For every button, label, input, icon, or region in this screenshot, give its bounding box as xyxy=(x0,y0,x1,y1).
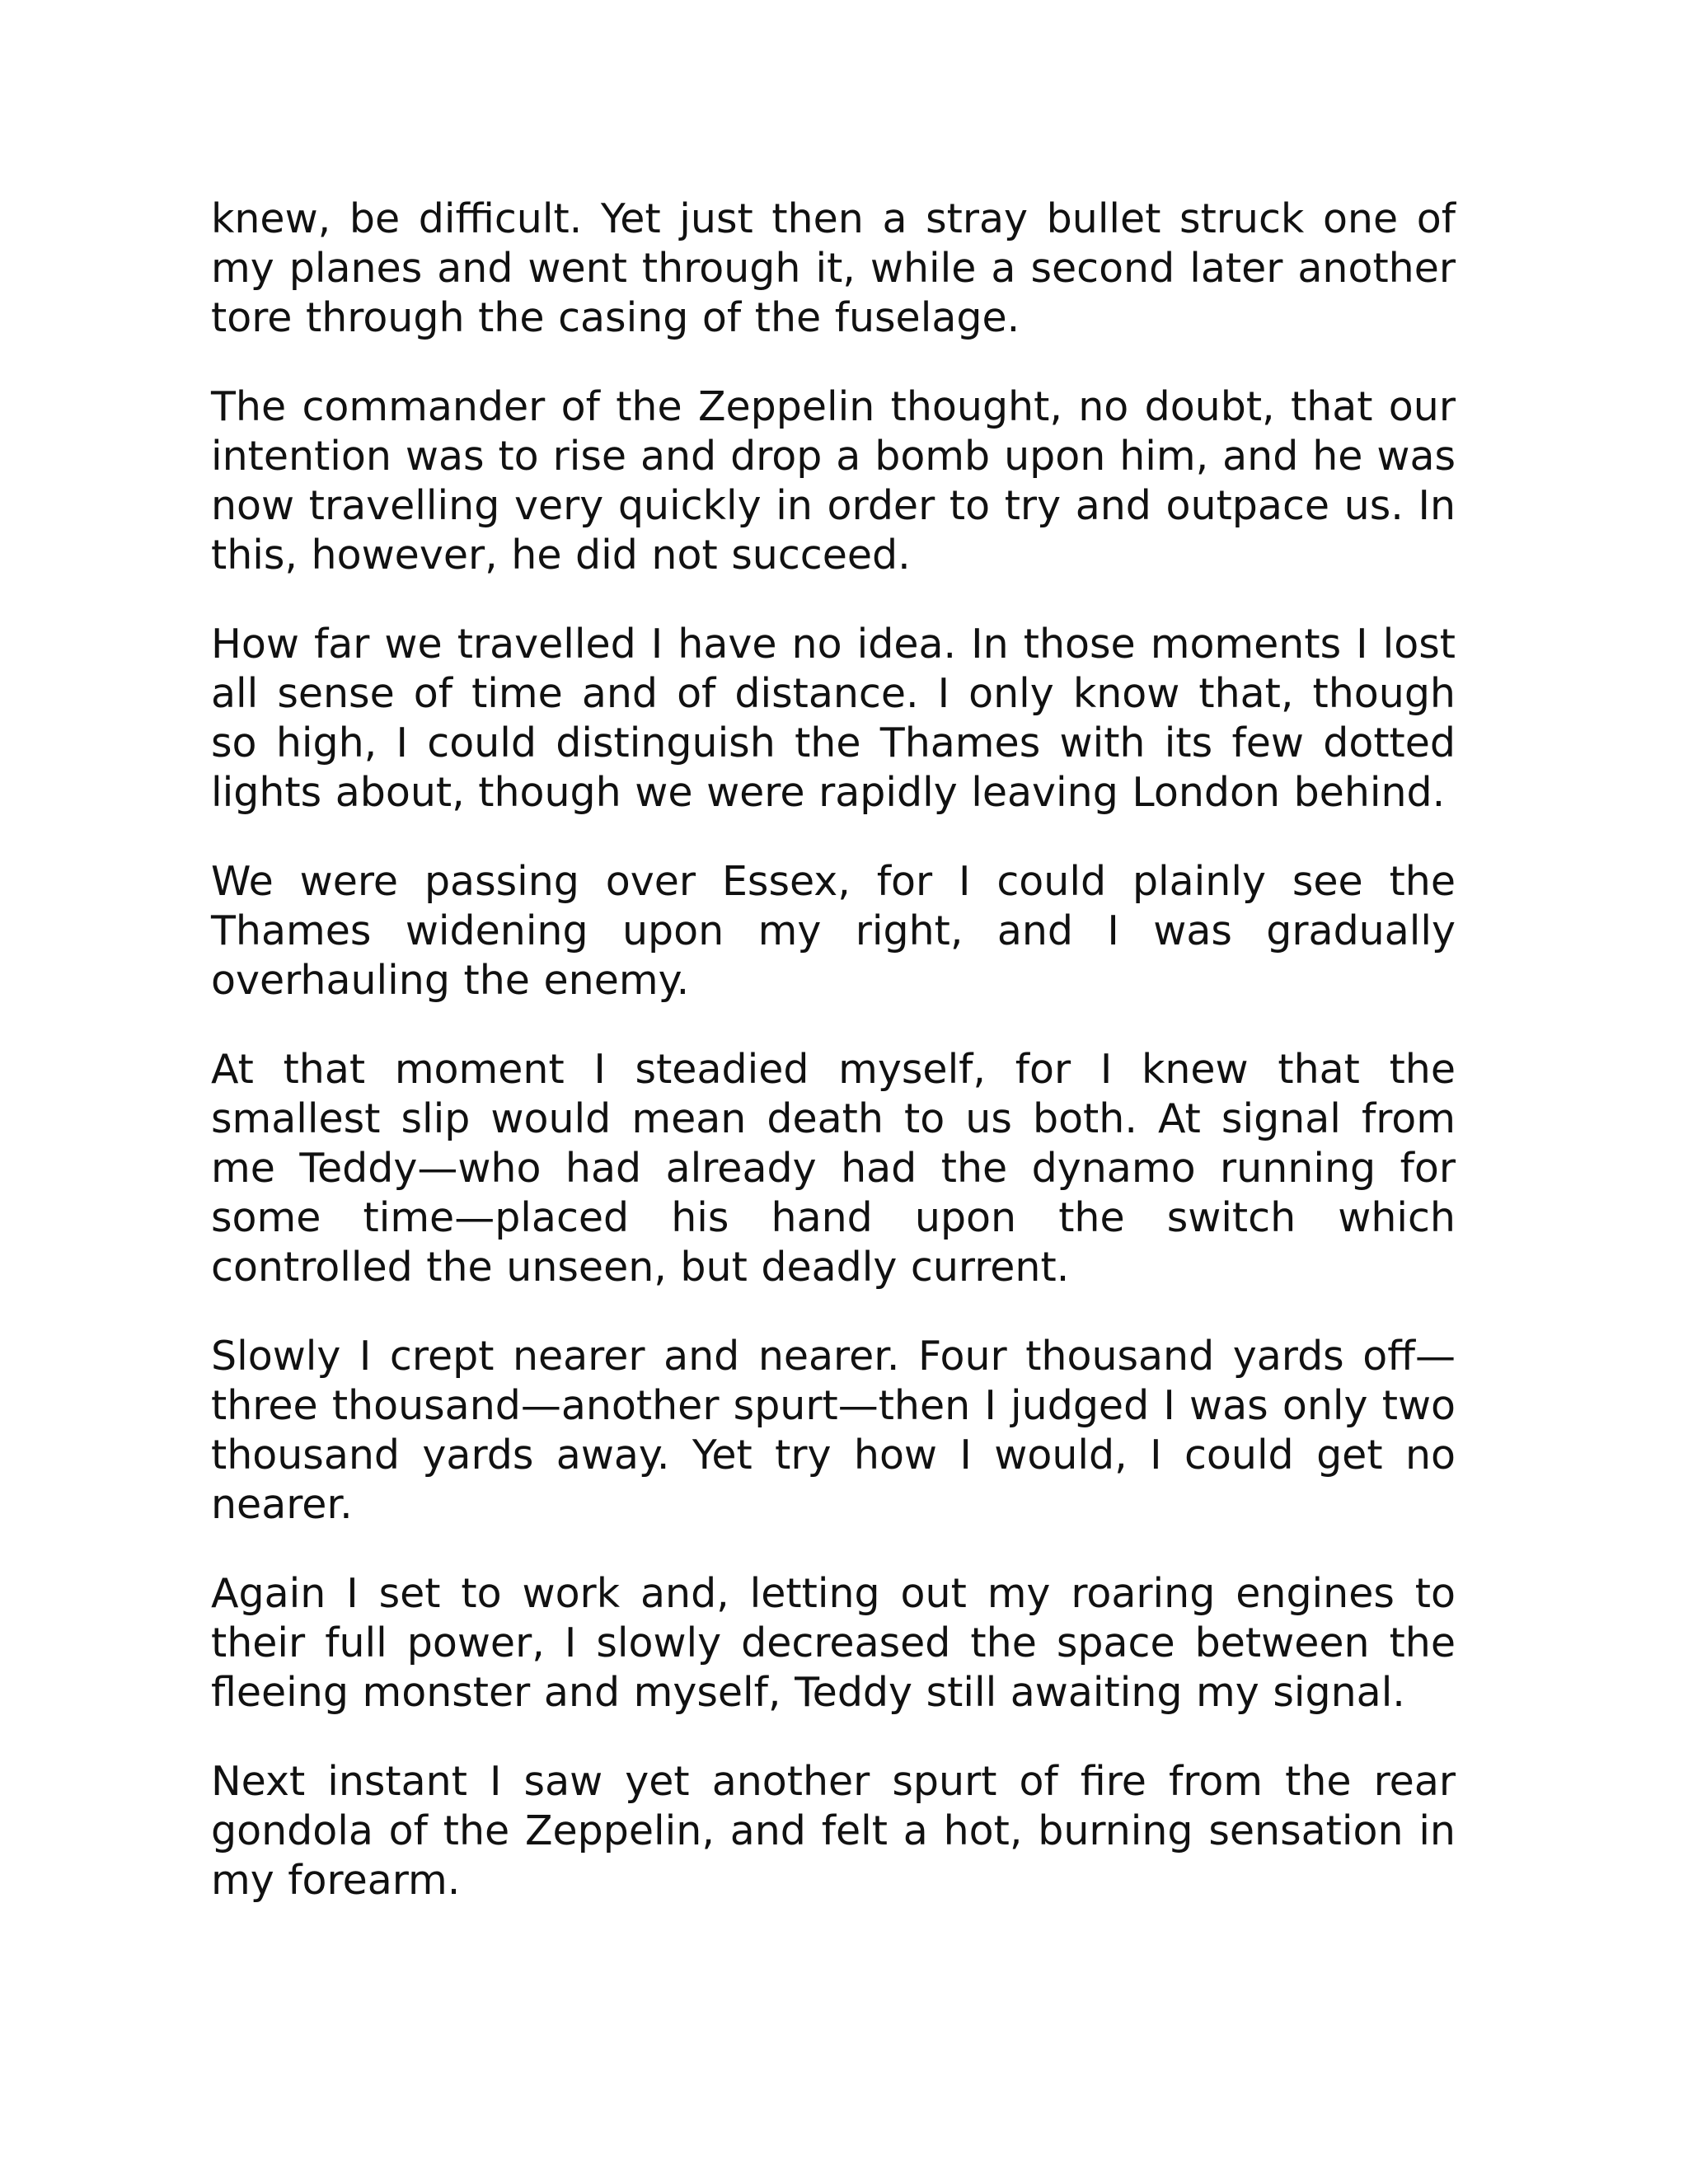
paragraph-4: We were passing over Essex, for I could plainly see the Thames widening upon my right, and I was gradually overhauling the enemy. xyxy=(211,858,1456,1004)
paragraph-3: How far we travelled I have no idea. In those moments I lost all sense of time and of distance. I only know that, though so high, I could distinguish the Thames with its few dotted lights about, though we were rapidly leaving London behind. xyxy=(211,621,1456,816)
paragraph-7: Again I set to work and, letting out my roaring engines to their full power, I slowly decreased the space between the fleeing monster and myself, Teddy still awaiting my signal. xyxy=(211,1570,1456,1716)
document-page xyxy=(211,194,1456,1905)
paragraph-6: Slowly I crept nearer and nearer. Four thousand yards off—three thousand—another spurt—then I judged I was only two thousand yards away. Yet try how I would, I could get no nearer. xyxy=(211,1333,1456,1528)
paragraph-1: knew, be difficult. Yet just then a stray bullet struck one of my planes and went through it, while a second later another tore through the casing of the fuselage. xyxy=(211,195,1456,341)
paragraph-5: At that moment I steadied myself, for I knew that the smallest slip would mean death to us both. At signal from me Teddy—who had already had the dynamo running for some time—placed his hand upon the switch which controlled the unseen, but deadly current. xyxy=(211,1046,1456,1291)
paragraph-8: Next instant I saw yet another spurt of fire from the rear gondola of the Zeppelin, and felt a hot, burning sensation in my forearm. xyxy=(211,1758,1456,1904)
paragraph-2: The commander of the Zeppelin thought, no doubt, that our intention was to rise and drop a bomb upon him, and he was now travelling very quickly in order to try and outpace us. In this, however, he did not succeed. xyxy=(211,383,1456,579)
